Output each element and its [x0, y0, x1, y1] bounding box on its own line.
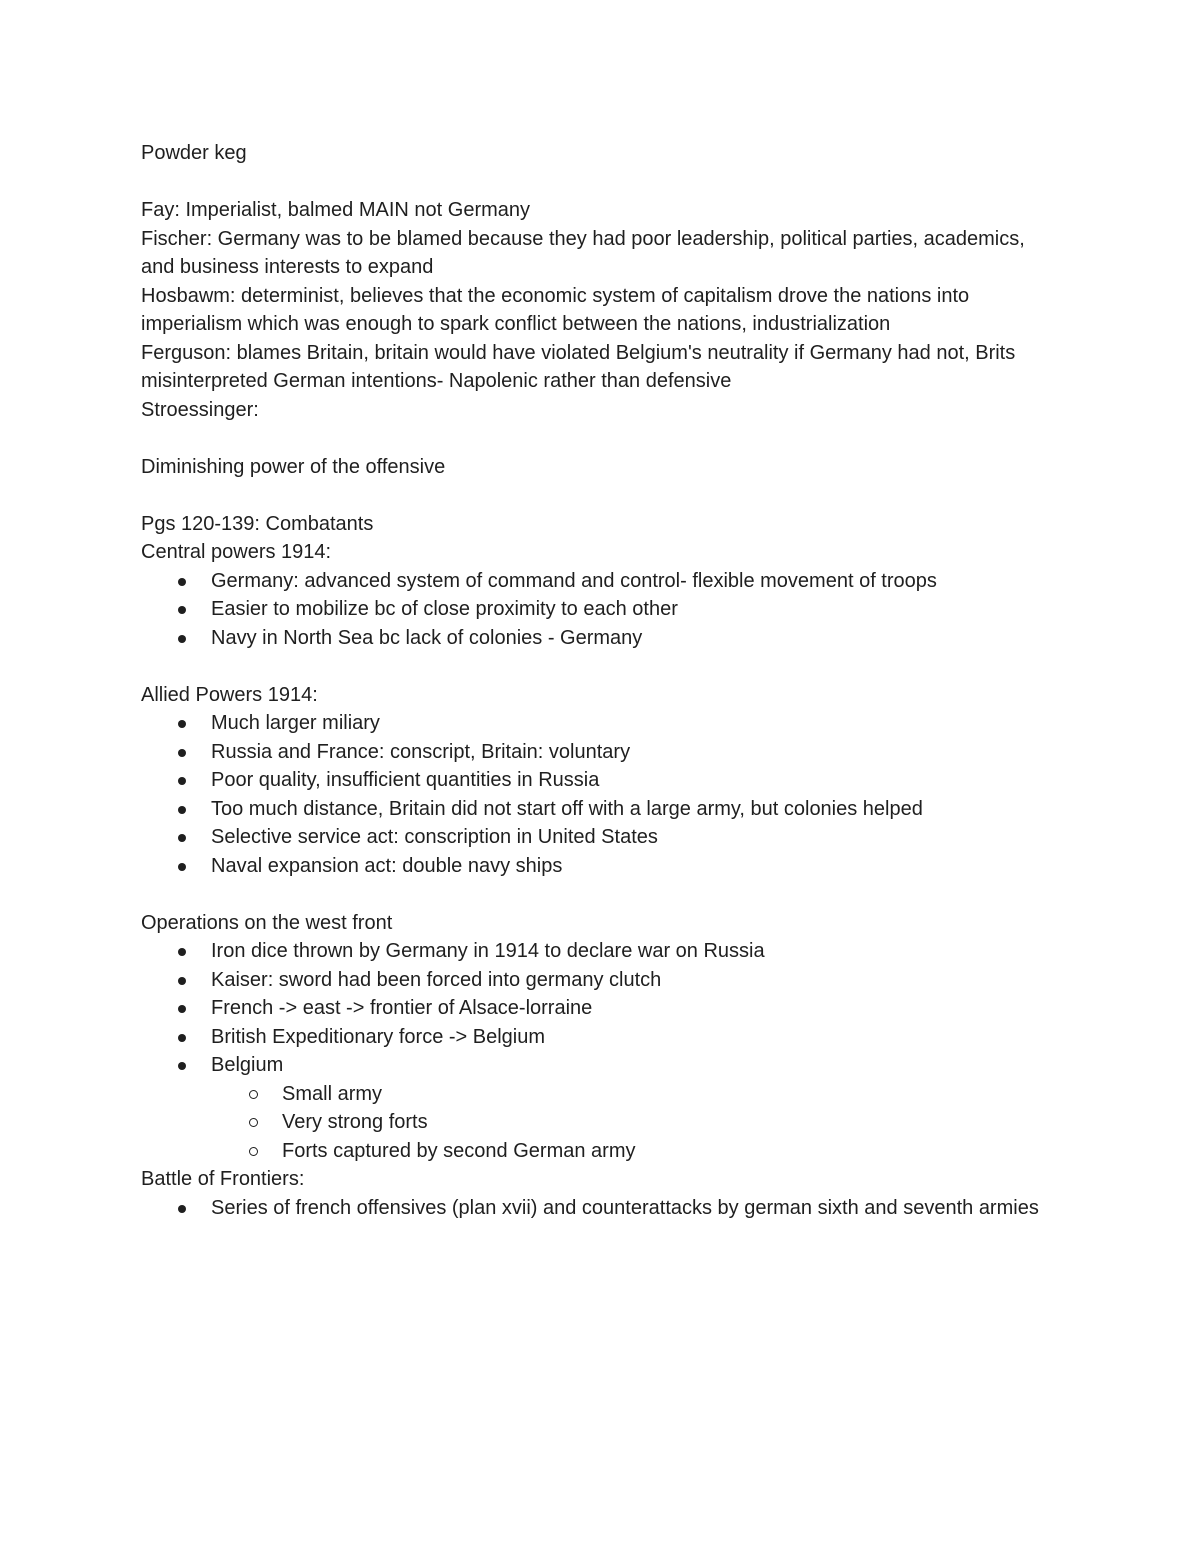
historian-hosbawm: Hosbawm: determinist, believes that the economic system of capitalism drove the nations into imperialism which was enough to spark conflict between the nations, industrialization: [141, 284, 970, 335]
historian-stroessinger: Stroessinger:: [141, 398, 259, 421]
list-item: Easier to mobilize bc of close proximity to each other: [141, 595, 1046, 624]
blank-line: [141, 652, 1046, 681]
historian-ferguson: Ferguson: blames Britain, britain would have violated Belgium's neutrality if Germany had not, Brits misinterpreted German intentions- Napolenic rather than defensive: [141, 341, 1016, 392]
sub-list-item: Forts captured by second German army: [211, 1137, 1046, 1166]
list-item: Too much distance, Britain did not start off with a large army, but colonies helped: [141, 795, 1046, 824]
blank-line: [141, 424, 1046, 453]
central-powers-list: [141, 567, 1046, 653]
central-powers-heading: Central powers 1914:: [141, 541, 332, 563]
list-item: Series of french offensives (plan xvii) and counterattacks by german sixth and seventh armies: [141, 1194, 1046, 1223]
allied-powers-heading: Allied Powers 1914:: [141, 683, 318, 706]
list-item: French -> east -> frontier of Alsace-lorraine: [141, 994, 1046, 1023]
list-item: Kaiser: sword had been forced into germany clutch: [141, 966, 1046, 995]
document-title: Powder keg: [141, 142, 247, 164]
list-item: Russia and France: conscript, Britain: voluntary: [141, 738, 1046, 767]
frontiers-heading: Battle of Frontiers:: [141, 1168, 305, 1190]
list-item: Selective service act: conscription in United States: [141, 823, 1046, 852]
list-item-belgium: [141, 1051, 1046, 1080]
list-item: Poor quality, insufficient quantities in Russia: [141, 766, 1046, 795]
document-page: [141, 139, 1046, 1222]
belgium-sublist: [211, 1080, 1046, 1166]
combatants-heading: Pgs 120-139: Combatants: [141, 512, 374, 535]
west-front-list: [141, 937, 1046, 1080]
sub-list-item: Very strong forts: [211, 1108, 1046, 1137]
list-item: Germany: advanced system of command and control- flexible movement of troops: [141, 567, 1046, 596]
frontiers-list: [141, 1194, 1046, 1223]
list-item: Navy in North Sea bc lack of colonies - Germany: [141, 624, 1046, 653]
list-item: Naval expansion act: double navy ships: [141, 852, 1046, 881]
allied-powers-list: [141, 709, 1046, 880]
blank-line: [141, 880, 1046, 909]
list-item: Much larger miliary: [141, 709, 1046, 738]
historian-fischer: Fischer: Germany was to be blamed because they had poor leadership, political parties, academics, and business interests to expand: [141, 227, 1025, 278]
west-front-heading: Operations on the west front: [141, 911, 393, 934]
blank-line: [141, 168, 1046, 197]
historian-fay: Fay: Imperialist, balmed MAIN not Germany: [141, 199, 531, 221]
diminishing-heading: Diminishing power of the offensive: [141, 455, 446, 478]
list-item: British Expeditionary force -> Belgium: [141, 1023, 1046, 1052]
blank-line: [141, 481, 1046, 510]
sub-list-item: Small army: [211, 1080, 1046, 1109]
list-item-label: Belgium: [211, 1054, 284, 1076]
list-item: Iron dice thrown by Germany in 1914 to declare war on Russia: [141, 937, 1046, 966]
